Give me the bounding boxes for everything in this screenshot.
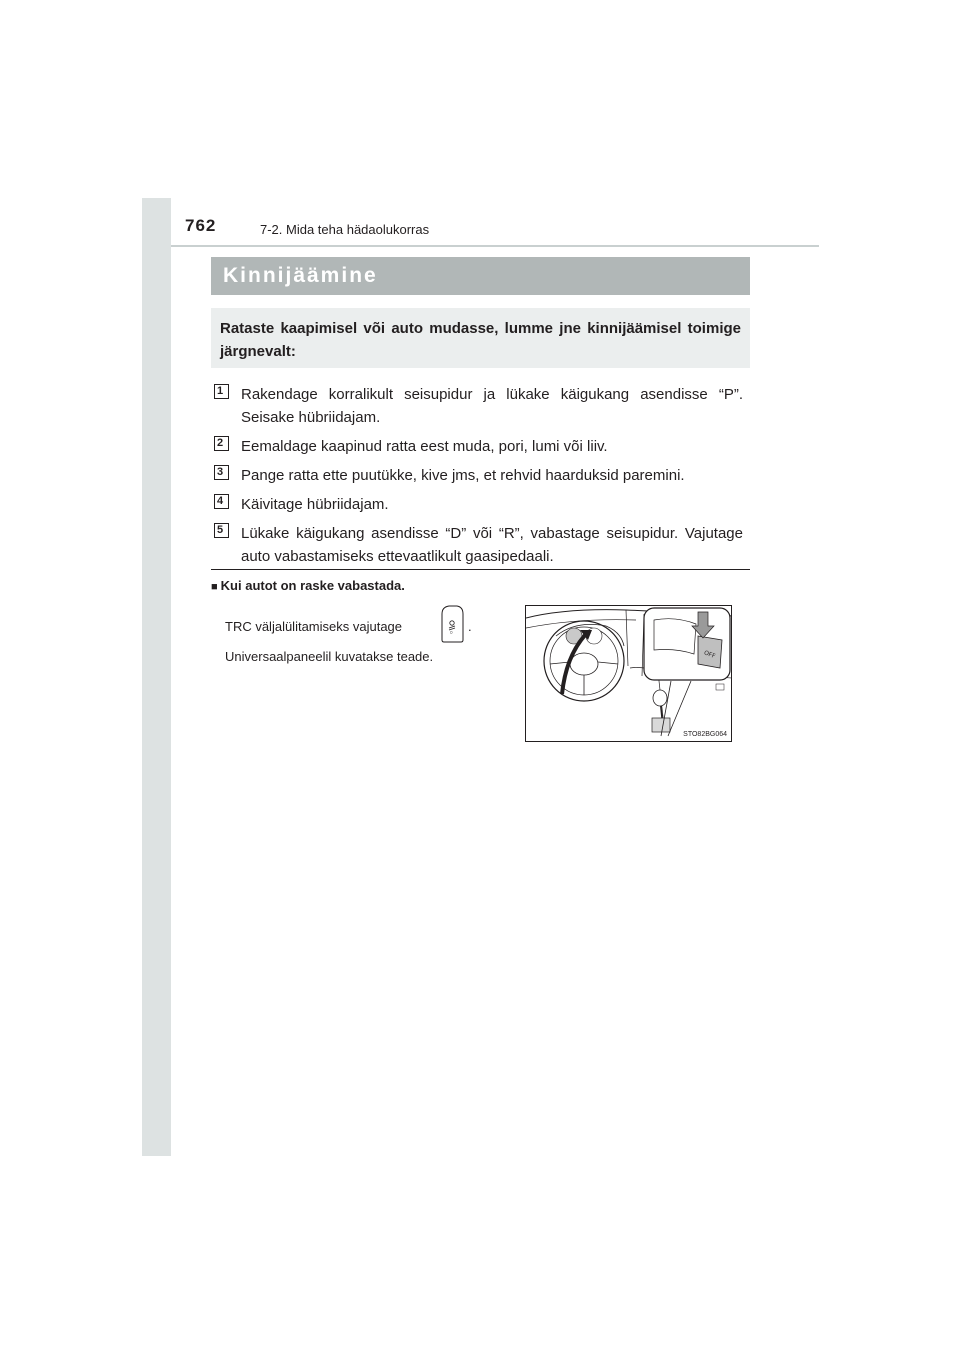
note-heading-text: Kui autot on raske vabastada.	[220, 578, 405, 593]
step-text: Pange ratta ette puutükke, kive jms, et rehvid haarduksid paremini.	[241, 467, 685, 484]
step-number: 4	[214, 494, 229, 509]
figure-code: STO82BG064	[683, 731, 727, 738]
dashboard-drawing	[526, 606, 732, 742]
side-band	[142, 198, 171, 1156]
svg-text:OFF: OFF	[702, 649, 717, 661]
intro-text: Rataste kaapimisel või auto mudasse, lumme jne kinnijäämisel toimige järgnevalt:	[220, 320, 741, 360]
step-item	[214, 382, 744, 429]
step-text: Rakendage korralikult seisupidur ja lükake käigukang asendisse “P”. Seisake hübriidajam.	[241, 386, 743, 426]
note-line-1: TRC väljalülitamiseks vajutage	[225, 619, 403, 634]
step-item	[214, 521, 744, 568]
step-number: 3	[214, 465, 229, 480]
page-number: 762	[185, 216, 217, 235]
section-divider	[211, 569, 750, 570]
section-title: 7-2. Mida teha hädaolukorras	[260, 222, 430, 237]
intro-box	[211, 308, 750, 368]
step-text: Lükake käigukang asendisse “D” või “R”, vabastage seisupidur. Vajutage auto vabastamiseks ettevaatlikult gaasipedaali.	[241, 525, 743, 565]
steps-list	[214, 382, 744, 573]
step-item	[214, 492, 744, 516]
square-bullet-icon: ■	[211, 581, 218, 593]
svg-text:O: O	[449, 631, 453, 634]
note-line-2: Universaalpaneelil kuvatakse teade.	[225, 649, 434, 664]
step-text: Eemaldage kaapinud ratta eest muda, pori, lumi või liiv.	[241, 438, 608, 455]
trc-off-button-icon	[437, 604, 467, 644]
step-item	[214, 434, 744, 458]
note-heading	[211, 578, 405, 593]
step-text: Käivitage hübriidajam.	[241, 496, 389, 513]
step-number: 5	[214, 523, 229, 538]
step-item	[214, 463, 744, 487]
step-number: 2	[214, 436, 229, 451]
step-number: 1	[214, 384, 229, 399]
dashboard-illustration	[525, 605, 732, 742]
page-title: Kinnijäämine	[223, 264, 378, 287]
note-line-1-end: .	[468, 619, 472, 634]
header-rule	[171, 245, 819, 247]
title-bar	[211, 257, 750, 295]
